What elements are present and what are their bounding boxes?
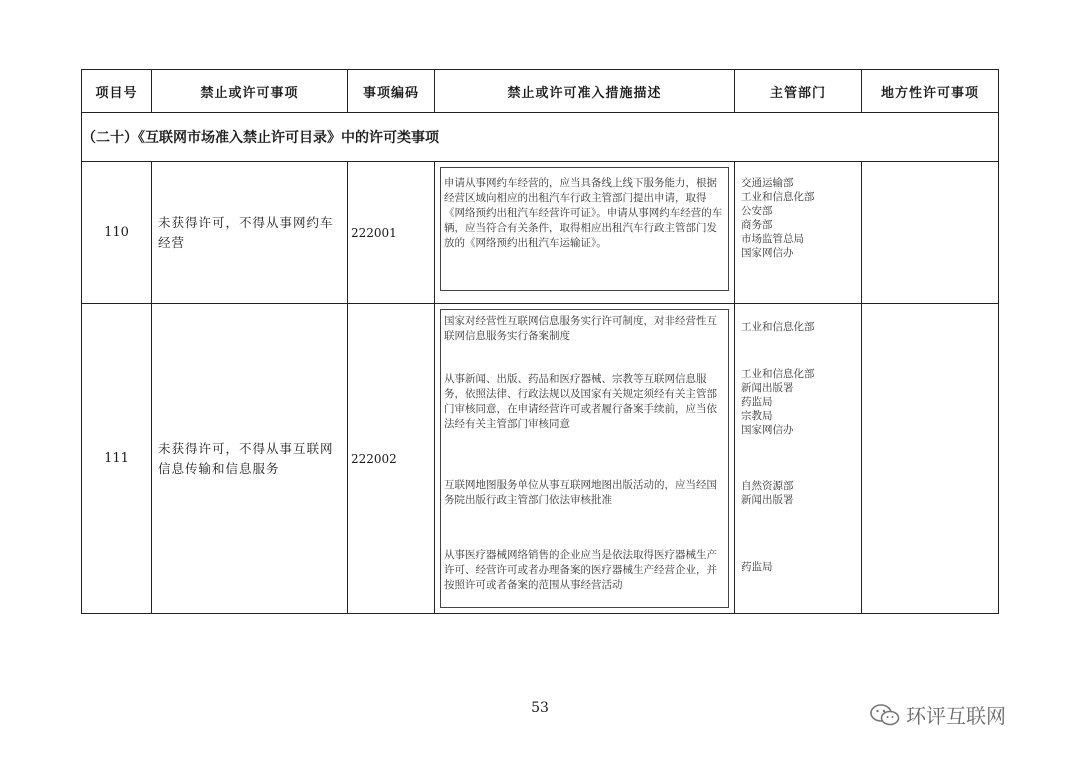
- department-cell: [735, 162, 862, 304]
- table-row: [82, 162, 999, 304]
- department-list: [741, 560, 773, 574]
- measure-description-cell: [435, 304, 735, 614]
- department-name: 公安部: [741, 205, 773, 217]
- item-id: 110: [82, 162, 152, 304]
- measure-description-box: [440, 167, 729, 291]
- department-name: 工业和信息化部: [741, 321, 815, 333]
- department-name: 国家网信办: [741, 247, 794, 259]
- department-list: [741, 320, 815, 334]
- page-number: 53: [531, 700, 549, 716]
- item-id: 111: [82, 304, 152, 614]
- section-row: [82, 113, 999, 162]
- department-list: [741, 176, 857, 260]
- measure-description: 申请从事网约车经营的，应当具备线上线下服务能力，根据经营区域向相应的出租汽车行政主管部门提出申请，取得《网络预约出租汽车经营许可证》。申请从事网约车经营的车辆，应当符合有关条件，取得相应出租汽车行政主管部门发放的《网络预约出租汽车运输证》。: [444, 177, 723, 249]
- header-local-permit: 地方性许可事项: [862, 70, 999, 113]
- measure-description: 从事新闻、出版、药品和医疗器械、宗教等互联网信息服务，依照法律、行政法规以及国家有关规定须经有关主管部门审核同意，在申请经营许可或者履行备案手续前，应当依法经有关主管部门审核同意: [444, 373, 717, 430]
- measure-description-cell: [435, 162, 735, 304]
- department-cell: [735, 304, 862, 614]
- department-name: 国家网信办: [741, 424, 794, 436]
- department-list: [741, 479, 794, 507]
- local-permit-cell: [862, 304, 999, 614]
- measure-description: 从事医疗器械网络销售的企业应当是依法取得医疗器械生产许可、经营许可或者办理备案的医疗器械生产经营企业，并按照许可或者备案的范围从事经营活动: [444, 549, 717, 591]
- wechat-icon: [870, 703, 900, 727]
- department-name: 宗教局: [741, 410, 773, 422]
- watermark-text: 环评互联网: [906, 704, 1006, 728]
- department-name: 工业和信息化部: [741, 191, 815, 203]
- measure-description: 互联网地图服务单位从事互联网地图出版活动的，应当经国务院出版行政主管部门依法审核批准: [444, 479, 717, 506]
- measure-description: 国家对经营性互联网信息服务实行许可制度，对非经营性互联网信息服务实行备案制度: [444, 315, 717, 342]
- department-name: 新闻出版署: [741, 382, 794, 394]
- header-code: 事项编码: [348, 70, 435, 113]
- document-table: [81, 69, 999, 614]
- item-code: 222001: [348, 162, 435, 304]
- header-department: 主管部门: [735, 70, 862, 113]
- department-name: 药监局: [741, 396, 773, 408]
- item-code: 222002: [348, 304, 435, 614]
- department-name: 工业和信息化部: [741, 368, 815, 380]
- department-name: 商务部: [741, 219, 773, 231]
- department-name: 自然资源部: [741, 480, 794, 492]
- item-text: 未获得许可，不得从事互联网信息传输和信息服务: [152, 304, 348, 614]
- table-header-row: [82, 70, 999, 113]
- header-description: 禁止或许可准入措施描述: [435, 70, 735, 113]
- section-title: （二十）《互联网市场准入禁止许可目录》中的许可类事项: [82, 113, 999, 162]
- watermark: [870, 700, 1006, 729]
- table-row: [82, 304, 999, 614]
- local-permit-cell: [862, 162, 999, 304]
- header-item: 禁止或许可事项: [152, 70, 348, 113]
- department-name: 药监局: [741, 561, 773, 573]
- department-name: 新闻出版署: [741, 494, 794, 506]
- department-list: [741, 367, 815, 437]
- measure-description-box: [440, 309, 729, 608]
- department-name: 交通运输部: [741, 177, 794, 189]
- department-name: 市场监管总局: [741, 233, 804, 245]
- header-item-id: 项目号: [82, 70, 152, 113]
- item-text: 未获得许可，不得从事网约车经营: [152, 162, 348, 304]
